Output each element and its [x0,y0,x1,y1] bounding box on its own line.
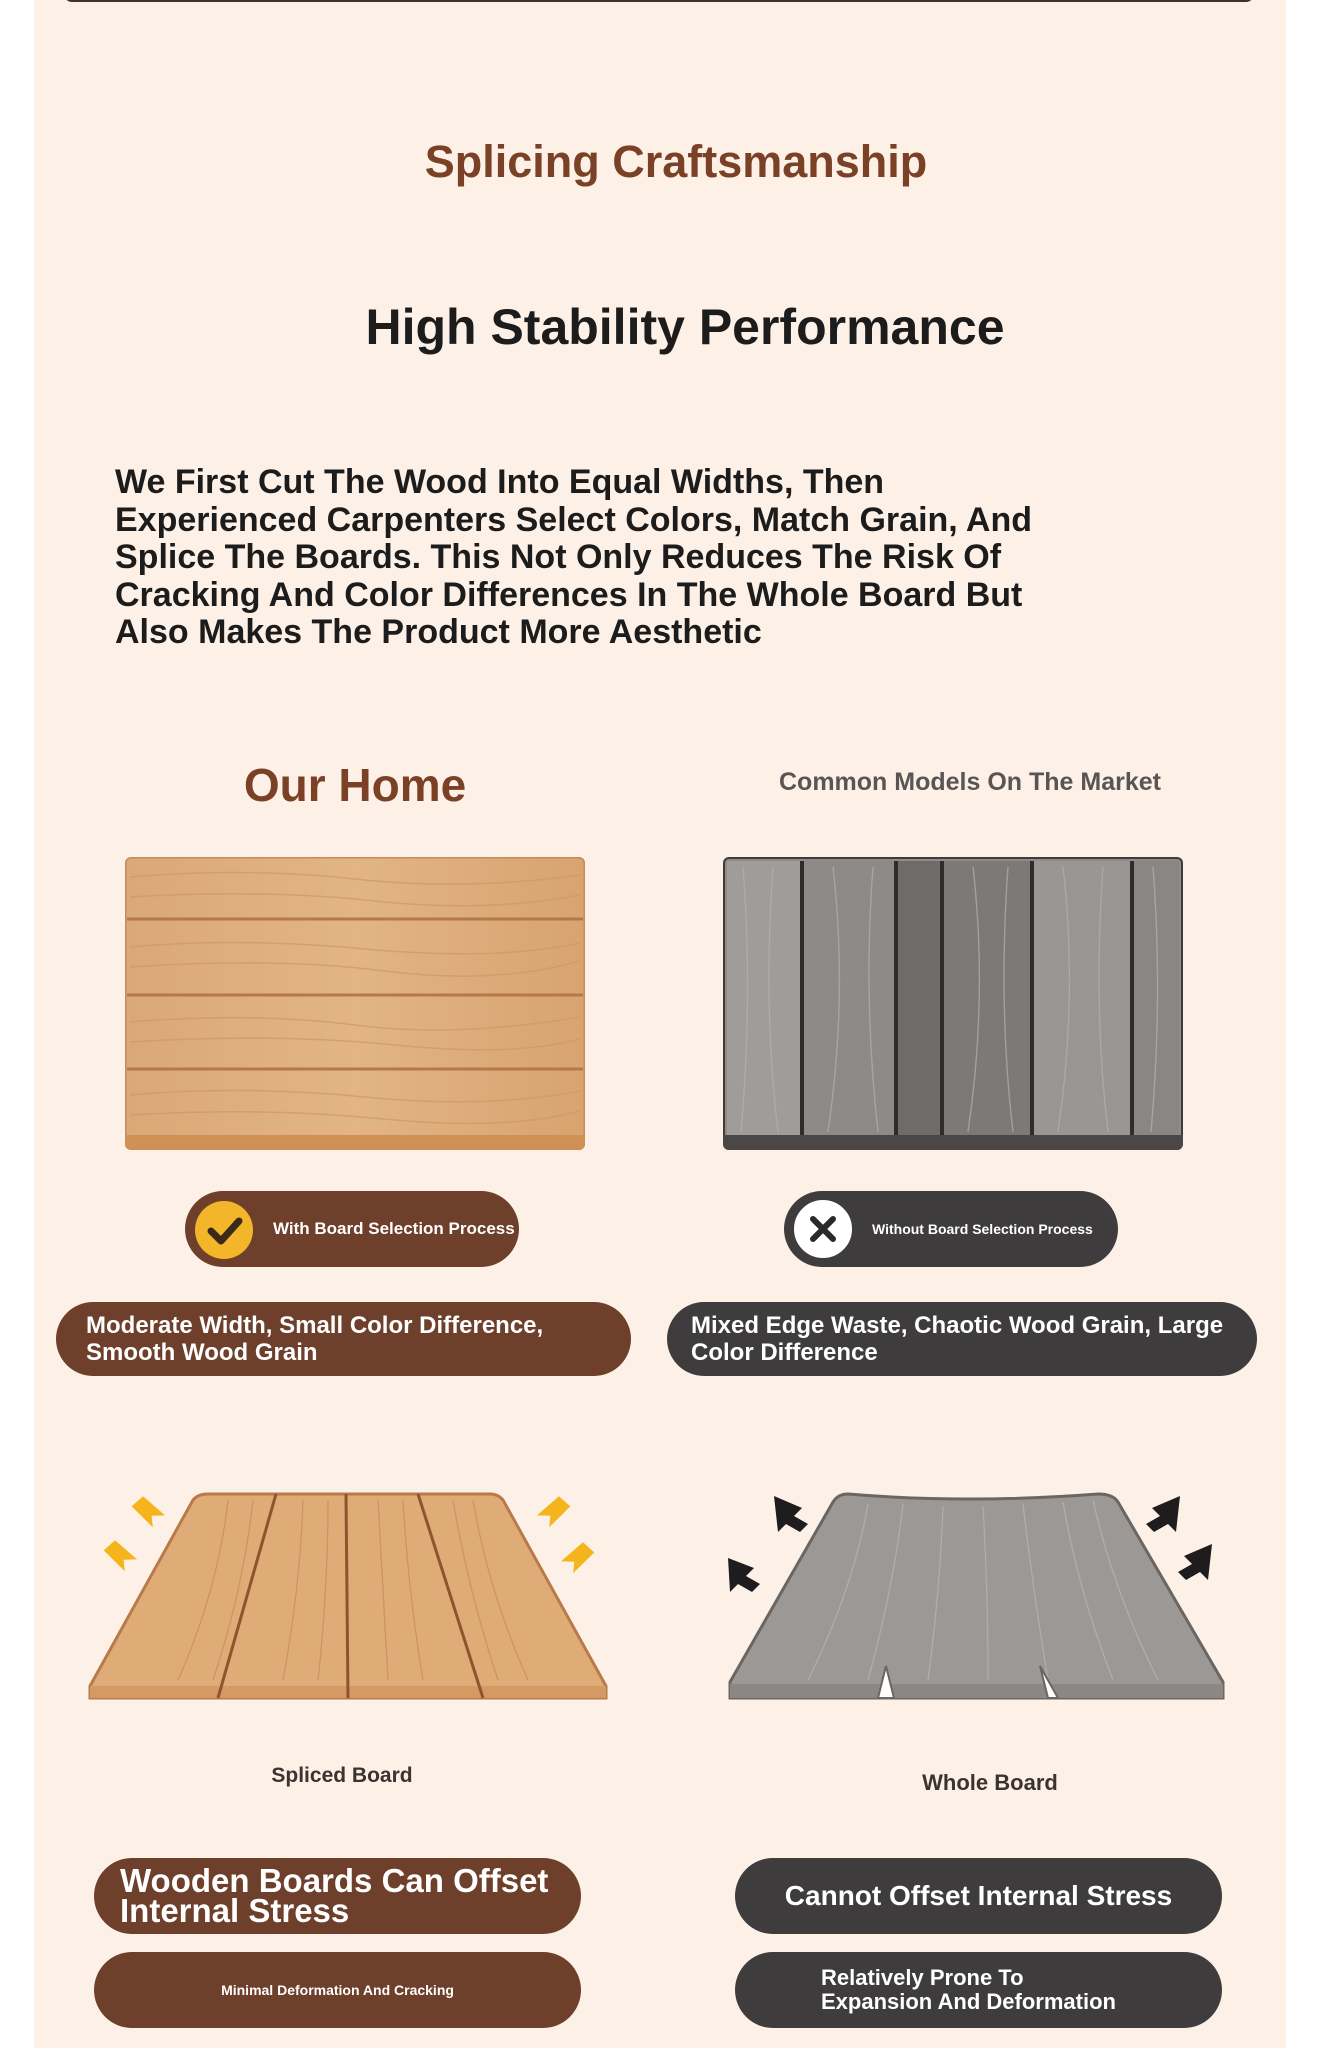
check-circle-icon [195,1201,253,1259]
prone-to-deformation-text: Relatively Prone To Expansion And Deformation [821,1965,1116,2014]
minimal-deformation-text: Minimal Deformation And Cracking [221,1982,454,1998]
x-circle-icon [792,1198,854,1260]
whole-board-caption: Whole Board [922,1770,1058,1795]
prone-to-deformation-pill [735,1952,1222,2028]
wood-planks-illustration [125,857,585,1150]
section-title: Splicing Craftsmanship [424,136,928,187]
market-heading: Common Models On The Market [779,768,1161,796]
description-text: We First Cut The Wood Into Equal Widths, Then Experienced Carpenters Select Colors, Match Grain, And Splice The Boards. This Not Only Reduces The Risk Of Cracking And Color Differences In The Whole Board But Also Makes The Product More Aesthetic [115,463,1033,651]
cannot-offset-pill [735,1858,1222,1934]
our-home-heading: Our Home [243,759,467,811]
offset-stress-pill [94,1858,581,1934]
without-selection-label: Without Board Selection Process [872,1221,1093,1237]
gray-planks-illustration [723,857,1183,1150]
offset-stress-text: Wooden Boards Can Offset Internal Stress [120,1862,549,1929]
spliced-board-stress-illustration [78,1470,638,1710]
cannot-offset-text: Cannot Offset Internal Stress [784,1880,1173,1911]
left-feature-text: Moderate Width, Small Color Difference, Smooth Wood Grain [86,1312,544,1366]
right-feature-pill [667,1302,1257,1376]
with-selection-label: With Board Selection Process [273,1219,515,1238]
left-feature-pill [56,1302,631,1376]
headline: High Stability Performance [365,299,1005,355]
spliced-board-image [125,857,585,1150]
top-divider [64,0,1254,2]
whole-board-stress-illustration [718,1470,1238,1710]
right-feature-text: Mixed Edge Waste, Chaotic Wood Grain, Large Color Difference [691,1312,1224,1366]
minimal-deformation-pill [94,1952,581,2028]
spliced-board-caption: Spliced Board [271,1764,413,1787]
whole-board-image [723,857,1183,1150]
